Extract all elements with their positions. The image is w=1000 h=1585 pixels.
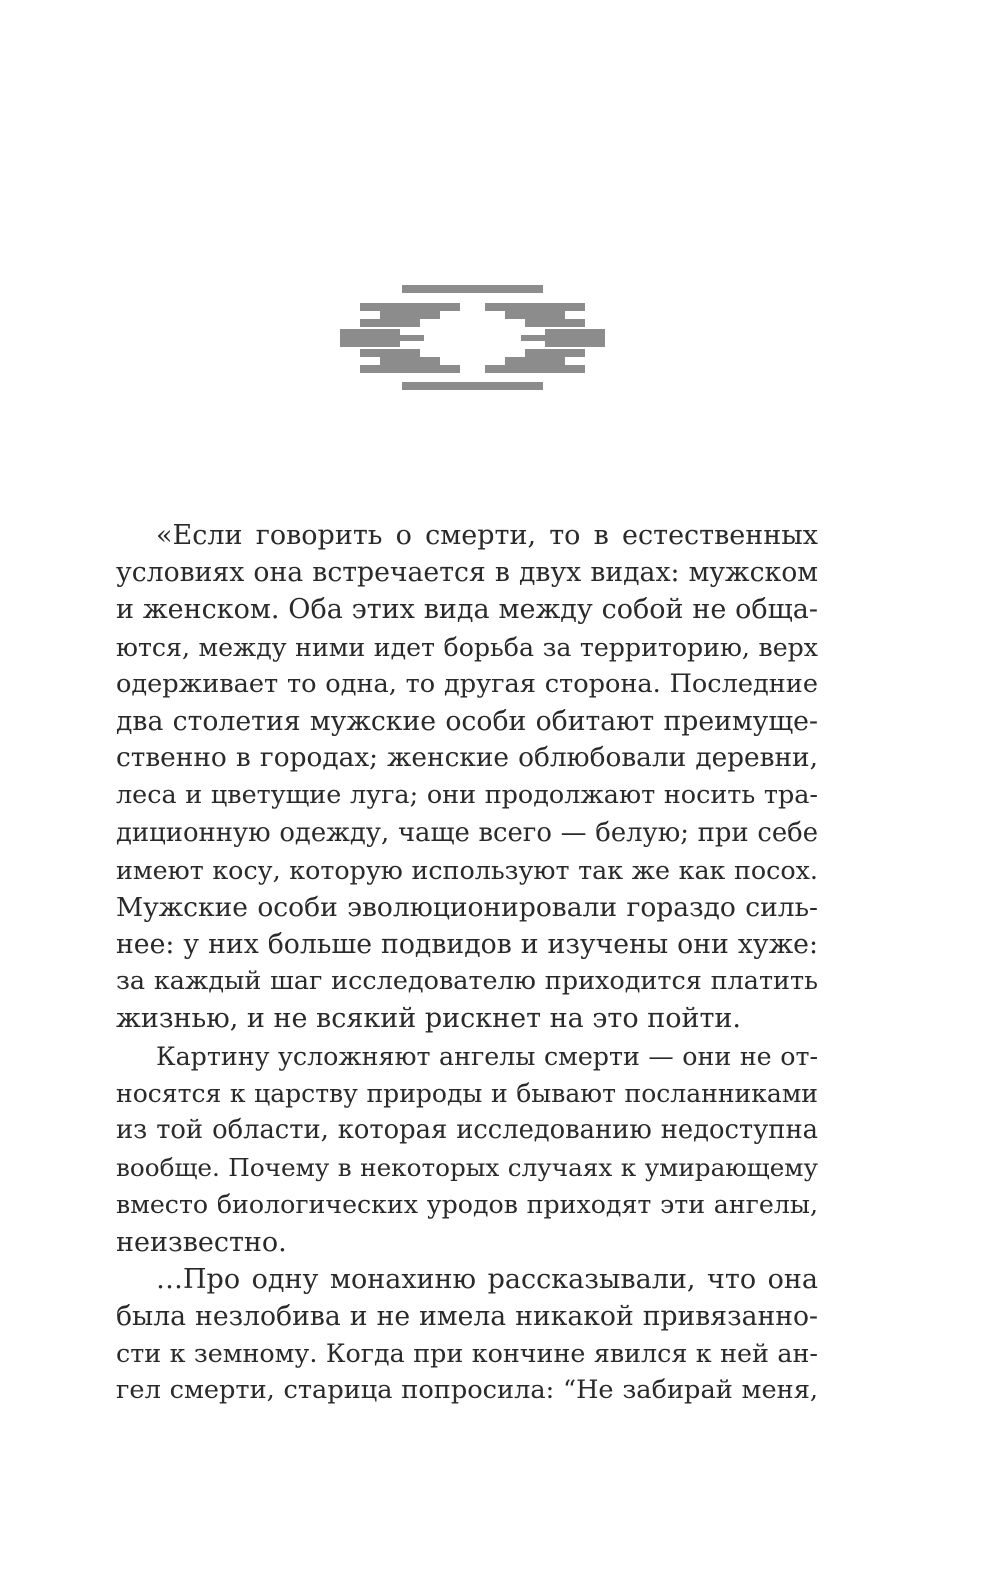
text-line: …Про одну монахиню рассказывали, что она <box>156 1263 818 1295</box>
text-line: «Если говорить о смерти, то в естественных <box>156 520 818 551</box>
zigzag-ornament-icon <box>340 285 605 390</box>
text-line: имеют косу, которую используют так же как посох. <box>116 854 818 885</box>
ornament-right-half <box>463 285 605 390</box>
text-line: гел смерти, старица попросила: “Не забирай меня, <box>116 1375 818 1406</box>
ornament-left-half <box>340 285 482 390</box>
text-line: леса и цветущие луга; они продолжают носить тра- <box>116 780 818 811</box>
text-line: условиях она встречается в двух видах: мужском <box>116 557 818 589</box>
text-line: жизнью, и не всякий рискнет на это пойти. <box>116 1003 741 1035</box>
text-line: одерживает то одна, то другая сторона. Последние <box>116 668 818 699</box>
text-line: вообще. Почему в некоторых случаях к умирающему <box>116 1153 818 1183</box>
text-line: ются, между ними идет борьба за территорию, верх <box>116 632 818 662</box>
body-text <box>116 517 818 1410</box>
text-line: была незлобива и не имела никакой привязанно- <box>116 1300 818 1332</box>
text-line: и женском. Оба этих вида между собой не обща- <box>116 594 818 626</box>
text-line: Мужские особи эволюционировали гораздо силь- <box>116 891 818 923</box>
text-line: вместо биологических уродов приходят эти ангелы, <box>116 1190 818 1220</box>
text-line: диционную одежду, чаще всего — белую; при себе <box>116 817 818 848</box>
text-line: носятся к царству природы и бывают посланниками <box>116 1078 818 1108</box>
text-line: из той области, которая исследованию недоступна <box>116 1115 818 1145</box>
text-line: Картину усложняют ангелы смерти — они не от- <box>156 1041 818 1071</box>
text-line: за каждый шаг исследователю приходится платить <box>116 966 818 997</box>
text-line: два столетия мужские особи обитают преимуще- <box>116 705 818 737</box>
text-line: ственно в городах; женские облюбовали деревни, <box>116 743 818 774</box>
text-line: неизвестно. <box>116 1226 287 1258</box>
text-line: сти к земному. Когда при кончине явился к ней ан- <box>116 1338 818 1369</box>
text-line: нее: у них больше подвидов и изучены они хуже: <box>116 929 818 961</box>
